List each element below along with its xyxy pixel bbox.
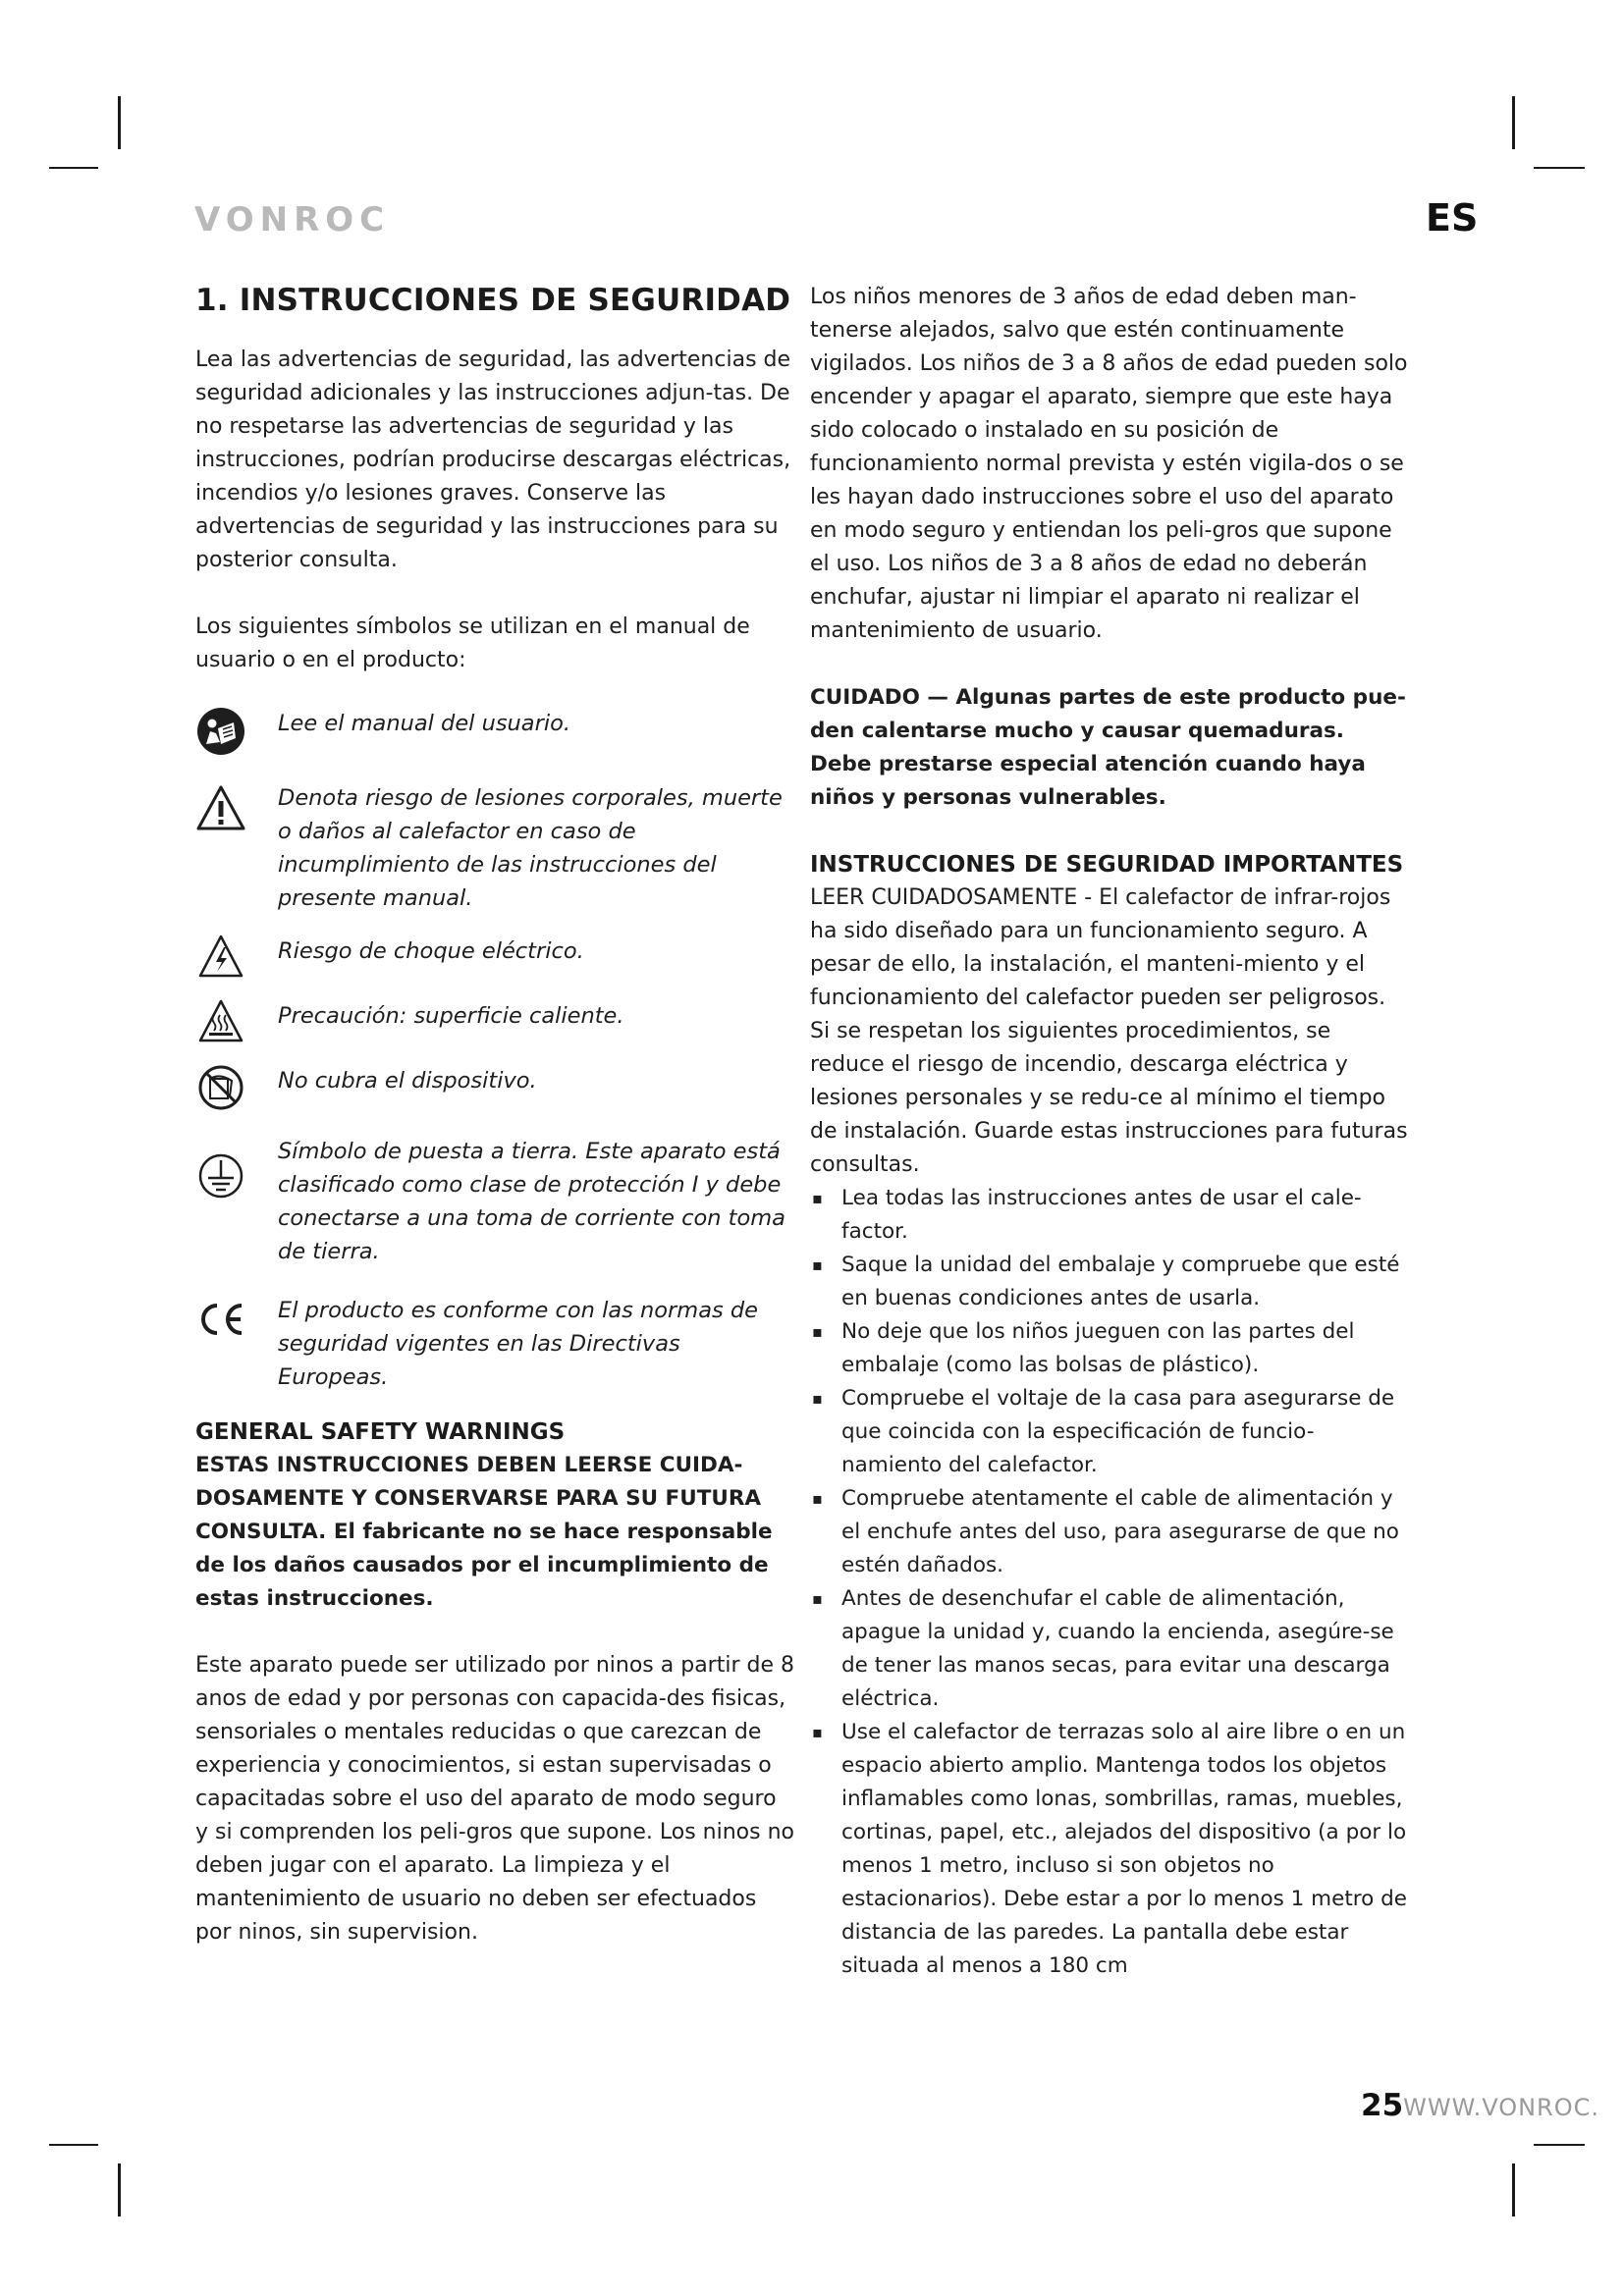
safety-bullet-list: [810, 1182, 1411, 1983]
crop-mark: [1512, 2163, 1515, 2216]
crop-mark: [1512, 96, 1515, 149]
page-footer: [1361, 2088, 1599, 2123]
important-paragraph: LEER CUIDADOSAMENTE - El calefactor de infrar-rojos ha sido diseñado para un funcionamiento seguro. A pesar de ello, la instalación, el manteni-miento y el funcionamiento del calefactor pueden ser peligrosos. Si se respetan los siguientes procedimientos, se reduce el riesgo de incendio, descarga eléctrica y lesiones personales y se redu-ce al mínimo el tiempo de instalación. Guarde estas instrucciones para futuras consultas.: [810, 885, 1408, 1177]
symbols-intro: Los siguientes símbolos se utilizan en el manual de usuario o en el producto:: [195, 614, 750, 672]
symbol-text: No cubra el dispositivo.: [278, 1068, 537, 1094]
intro-paragraph: Lea las advertencias de seguridad, las advertencias de seguridad adicionales y las instrucciones adjun-tas. De no respetarse las advertencias de seguridad y las instrucciones, podrían producirse descargas eléctricas, incendios y/o lesiones graves. Conserve las advertencias de seguridad y las instrucciones para su posterior consulta.: [195, 347, 791, 572]
children-paragraph-right: Los niños menores de 3 años de edad deben man-tenerse alejados, salvo que estén continuamente vigilados. Los niños de 3 a 8 años de edad pueden solo encender y apagar el aparato, siempre que este haya sido colocado o instalado en su posición de funcionamiento normal prevista y estén vigila-dos o se les hayan dado instrucciones sobre el uso del aparato en modo seguro y entiendan los peli-gros que supone el uso. Los niños de 3 a 8 años de edad no deberán enchufar, ajustar ni limpiar el aparato ni realizar el mantenimiento de usuario.: [810, 285, 1408, 643]
general-safety-heading: GENERAL SAFETY WARNINGS: [195, 1419, 566, 1445]
symbol-row: [195, 707, 794, 756]
caution-notice: CUIDADO — Algunas partes de este producto pue-den calentarse mucho y causar quemaduras. Debe prestarse especial atención cuando haya niños y personas vulnerables.: [810, 685, 1406, 810]
children-paragraph: Este aparato puede ser utilizado por ninos a partir de 8 anos de edad y por personas con capacida-des fisicas, sensoriales o mentales reducidas o que carezcan de experiencia y conocimientos, si estan supervisadas o capacitadas sobre el uso del aparato de modo seguro y si comprenden los peli-gros que supone. Los ninos no deben jugar con el aparato. La limpieza y el mantenimiento de usuario no deben ser efectuados por ninos, sin supervision.: [195, 1653, 794, 1945]
crop-mark: [49, 2144, 98, 2146]
symbol-text: Símbolo de puesta a tierra. Este aparato está clasificado como clase de protección I y debe conectarse a una toma de corriente con toma de tierra.: [278, 1139, 785, 1264]
symbol-text: Precaución: superficie caliente.: [278, 1003, 624, 1029]
list-item: ▪ Compruebe atentamente el cable de alimentación y el enchufe antes del uso, para asegurarse de que no estén dañados.: [810, 1482, 1411, 1582]
section-title: 1. INSTRUCCIONES DE SEGURIDAD: [195, 283, 791, 318]
symbol-text: Lee el manual del usuario.: [278, 711, 571, 736]
crop-mark: [1534, 2144, 1585, 2146]
symbol-row: [195, 1064, 794, 1111]
general-safety-bold: ESTAS INSTRUCCIONES DEBEN LEERSE CUIDA-DOSAMENTE Y CONSERVARSE PARA SU FUTURA CONSULTA. El fabricante no se hace responsable de los daños causados por el incumplimiento de estas instrucciones.: [195, 1453, 773, 1611]
crop-mark: [1534, 167, 1585, 169]
list-item: ▪ Antes de desenchufar el cable de alimentación, apague la unidad y, cuando la encienda, asegúre-se de tener las manos secas, para evitar una descarga eléctrica.: [810, 1582, 1411, 1716]
symbol-row: [195, 934, 794, 978]
ground-icon: [197, 1152, 244, 1200]
symbol-row: [195, 1294, 794, 1394]
list-item: ▪ Lea todas las instrucciones antes de usar el cale-factor.: [810, 1182, 1411, 1249]
symbol-row: [195, 781, 794, 915]
page-number: 25: [1361, 2088, 1404, 2123]
list-item: ▪ Compruebe el voltaje de la casa para asegurarse de que coincida con la especificación de funcio-namiento del calefactor.: [810, 1382, 1411, 1482]
crop-mark: [118, 96, 121, 149]
important-safety-heading: INSTRUCCIONES DE SEGURIDAD IMPORTANTES: [810, 852, 1404, 878]
crop-mark: [49, 167, 98, 169]
hot-surface-icon: [198, 999, 244, 1042]
ce-mark-icon: [196, 1300, 245, 1339]
left-column: [195, 281, 794, 1949]
right-column: [810, 281, 1411, 1983]
website-link: WWW.VONROC.: [1403, 2094, 1599, 2121]
brand-logo: VONROC: [194, 200, 391, 240]
symbol-row: [195, 999, 794, 1042]
symbol-text: Denota riesgo de lesiones corporales, muerte o daños al calefactor en caso de incumplimiento de las instrucciones del presente manual.: [278, 785, 783, 911]
read-manual-icon: [196, 707, 245, 756]
list-item: ▪ Saque la unidad del embalaje y compruebe que esté en buenas condiciones antes de usarla.: [810, 1249, 1411, 1315]
symbol-text: El producto es conforme con las normas de seguridad vigentes en las Directivas Europeas.: [278, 1298, 758, 1390]
language-code: ES: [1426, 196, 1479, 240]
crop-mark: [118, 2163, 121, 2216]
symbol-row: [195, 1135, 794, 1268]
list-item: ▪ No deje que los niños jueguen con las partes del embalaje (como las bolsas de plástico).: [810, 1315, 1411, 1382]
do-not-cover-icon: [197, 1064, 244, 1111]
symbol-text: Riesgo de choque eléctrico.: [278, 938, 584, 964]
list-item: ▪ Use el calefactor de terrazas solo al aire libre o en un espacio abierto amplio. Mantenga todos los objetos inflamables como lonas, sombrillas, ramas, muebles, cortinas, papel, etc., alejados del dispositivo (a por lo menos 1 metro, incluso si son objetos no estacionarios). Debe estar a por lo menos 1 metro de distancia de las paredes. La pantalla debe estar situada al menos a 180 cm: [810, 1716, 1411, 1983]
warning-triangle-icon: [196, 785, 245, 830]
electric-shock-icon: [198, 934, 244, 978]
